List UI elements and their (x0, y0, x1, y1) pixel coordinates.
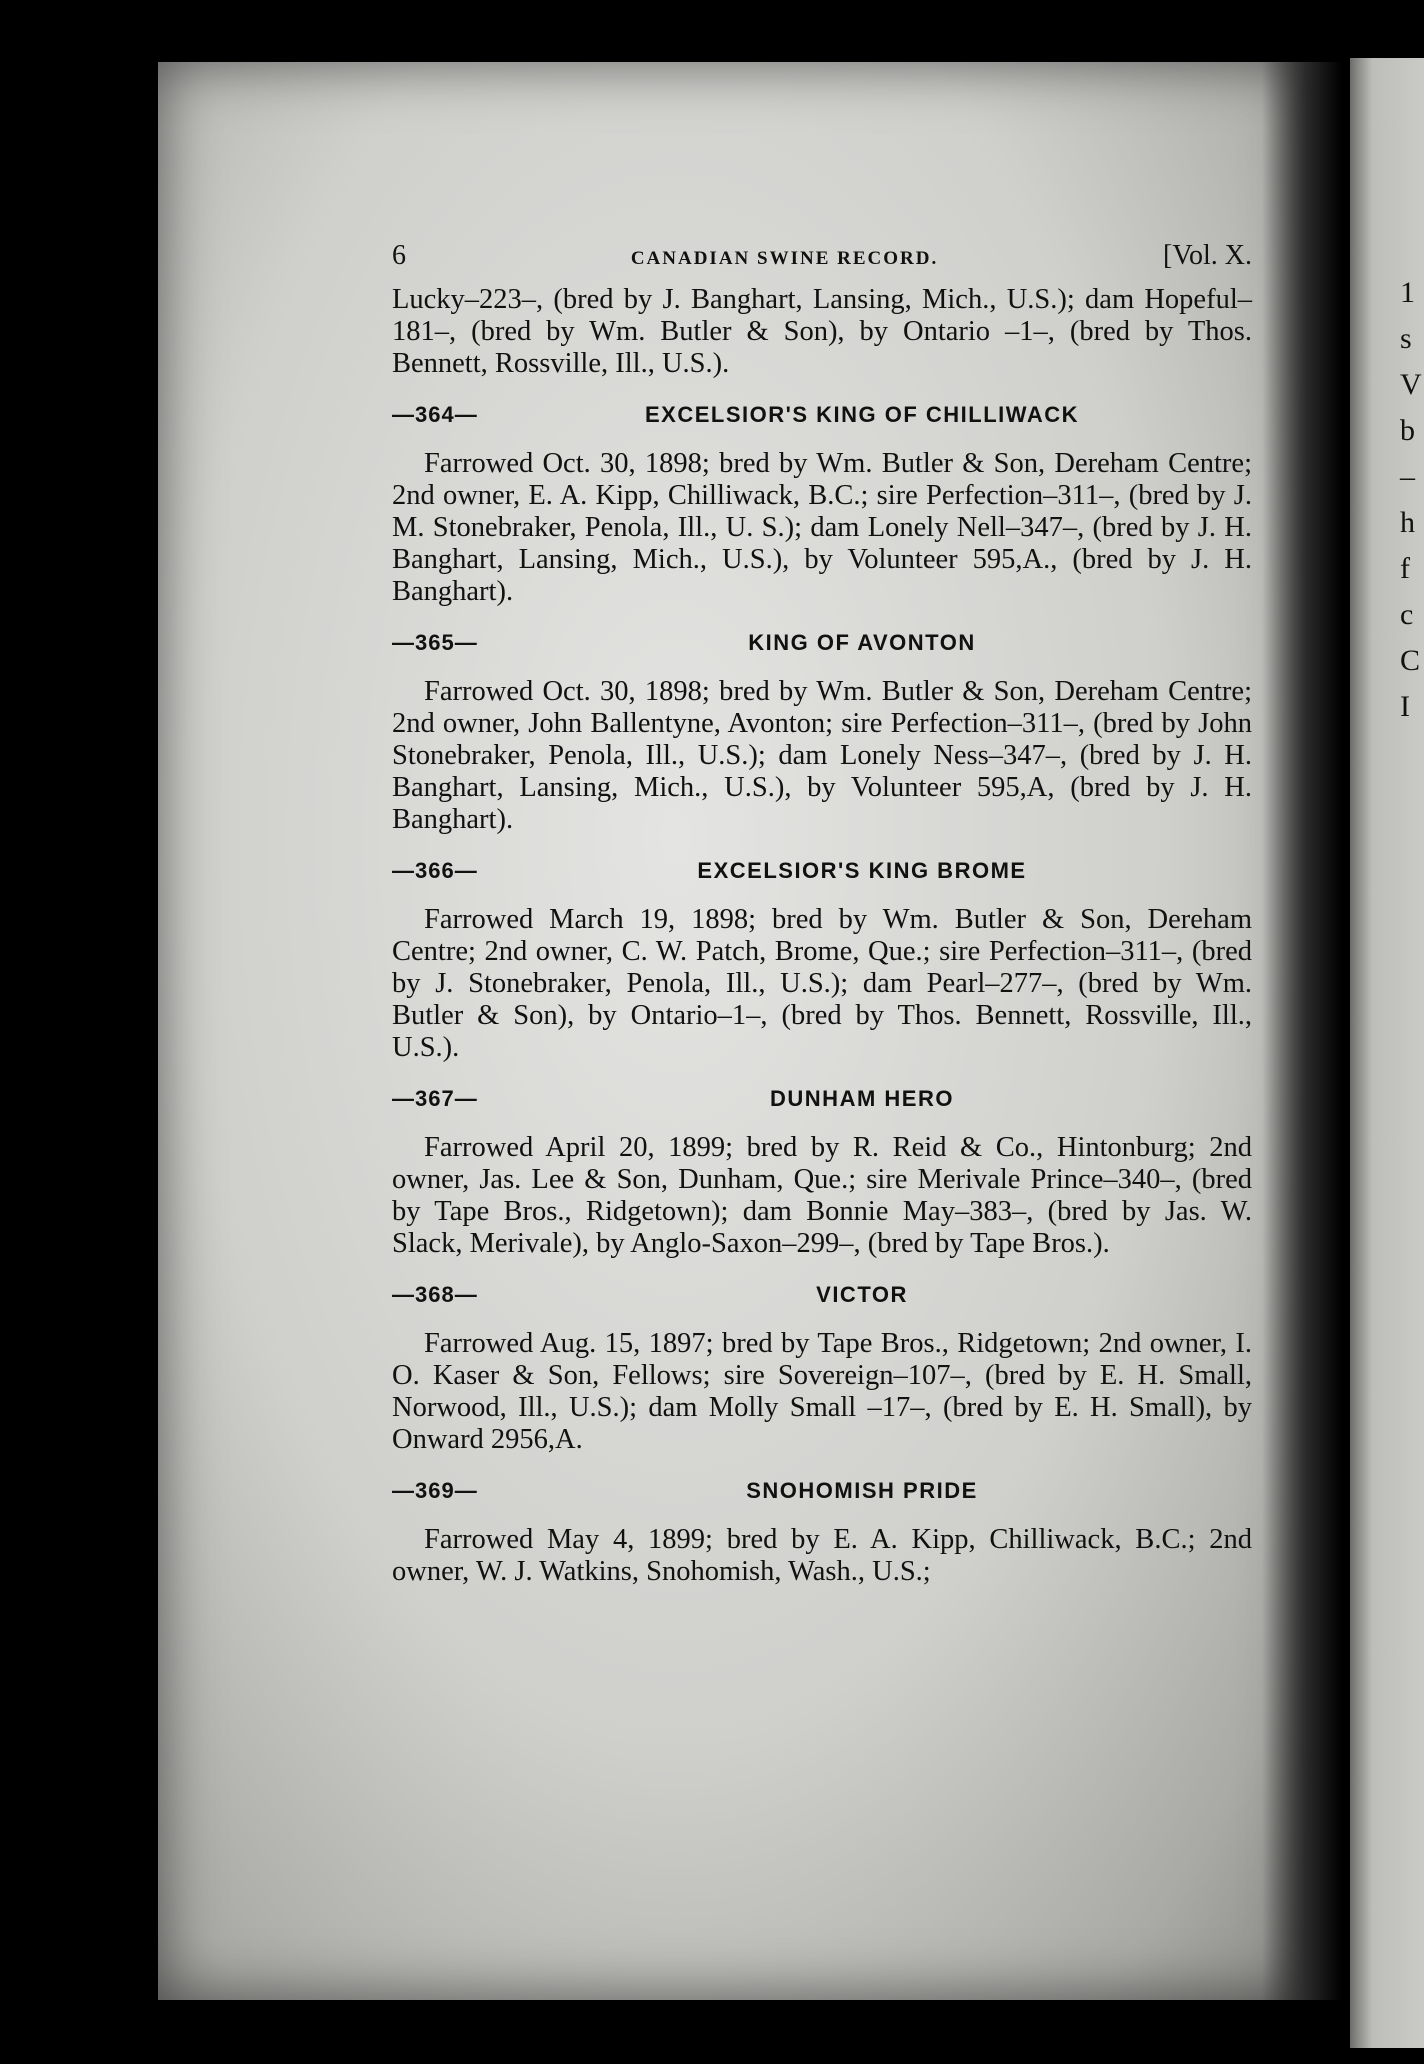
facing-glyph: c (1400, 598, 1414, 631)
entry-name: EXCELSIOR'S KING OF CHILLIWACK (644, 402, 1080, 427)
entry-text: Farrowed May 4, 1899; bred by E. A. Kipp, Chilliwack, B.C.; 2nd owner, W. J. Watkins, Snohomish, Wash., U.S.; (392, 1524, 1252, 1587)
entry-name: EXCELSIOR'S KING BROME (697, 858, 1027, 883)
entry-heading (392, 1082, 1252, 1122)
entry-365 (392, 626, 1252, 836)
entry-text: Farrowed March 19, 1898; bred by Wm. Butler & Son, Dereham Centre; 2nd owner, C. W. Patch, Brome, Que.; sire Perfection–311–, (bred by J. Stonebraker, Penola, Ill., U.S.); dam Pearl–277–, (bred by Wm. Butler & Son), by Ontario–1–, (bred by Thos. Bennett, Rossville, Ill., U.S.). (392, 904, 1252, 1063)
entry-name: DUNHAM HERO (770, 1086, 954, 1111)
entry-366 (392, 854, 1252, 1064)
facing-glyph: C (1400, 644, 1421, 677)
entry-368 (392, 1278, 1252, 1456)
facing-glyph: b (1400, 414, 1415, 447)
entry-name: KING OF AVONTON (748, 630, 976, 655)
running-header (392, 240, 1252, 284)
entry-number: —366— (392, 858, 478, 883)
entry-heading (392, 398, 1252, 438)
continuation-paragraph: Lucky–223–, (bred by J. Banghart, Lansing, Mich., U.S.); dam Hopeful–181–, (bred by Wm. Butler & Son), by Ontario –1–, (bred by Thos. Bennett, Rossville, Ill., U.S.). (392, 284, 1252, 379)
entry-367 (392, 1082, 1252, 1260)
facing-glyph: 1 (1400, 276, 1415, 309)
entry-369 (392, 1474, 1252, 1588)
facing-glyph: f (1400, 552, 1410, 585)
entry-364 (392, 398, 1252, 608)
entry-number: —365— (392, 630, 478, 655)
entry-text: Farrowed April 20, 1899; bred by R. Reid & Co., Hintonburg; 2nd owner, Jas. Lee & Son, Dunham, Que.; sire Merivale Prince–340–, (bred by Tape Bros., Ridgetown); dam Bonnie May–383–, (bred by Jas. W. Slack, Merivale), by Anglo-Saxon–299–, (bred by Tape Bros.). (392, 1132, 1252, 1259)
facing-glyph: – (1400, 460, 1415, 493)
entry-text: Farrowed Aug. 15, 1897; bred by Tape Bros., Ridgetown; 2nd owner, I. O. Kaser & Son, Fellows; sire Sovereign–107–, (bred by E. H. Small, Norwood, Ill., U.S.); dam Molly Small –17–, (bred by E. H. Small), by Onward 2956,A. (392, 1328, 1252, 1455)
entry-heading (392, 1474, 1252, 1514)
entry-name: SNOHOMISH PRIDE (746, 1478, 978, 1503)
page-gutter (1262, 62, 1342, 2000)
facing-page-text (1400, 270, 1424, 730)
page-text (392, 240, 1252, 1588)
running-title: CANADIAN SWINE RECORD. (630, 248, 939, 269)
entry-text: Farrowed Oct. 30, 1898; bred by Wm. Butler & Son, Dereham Centre; 2nd owner, John Ballentyne, Avonton; sire Perfection–311–, (bred by John Stonebraker, Penola, Ill., U.S.); dam Lonely Ness–347–, (bred by J. H. Banghart, Lansing, Mich., U.S.), by Volunteer 595,A, (bred by J. H. Banghart). (392, 676, 1252, 835)
entry-number: —369— (392, 1478, 478, 1503)
entry-heading (392, 854, 1252, 894)
facing-glyph: h (1400, 506, 1415, 539)
page-number: 6 (392, 240, 406, 271)
entry-number: —368— (392, 1282, 478, 1307)
facing-glyph: I (1400, 690, 1410, 723)
entry-number: —364— (392, 402, 478, 427)
entry-heading (392, 1278, 1252, 1318)
entry-heading (392, 626, 1252, 666)
entry-text: Farrowed Oct. 30, 1898; bred by Wm. Butler & Son, Dereham Centre; 2nd owner, E. A. Kipp, Chilliwack, B.C.; sire Perfection–311–, (bred by J. M. Stonebraker, Penola, Ill., U. S.); dam Lonely Nell–347–, (bred by J. H. Banghart, Lansing, Mich., U.S.), by Volunteer 595,A., (bred by J. H. Banghart). (392, 448, 1252, 607)
entry-name: VICTOR (816, 1282, 908, 1307)
facing-glyph: V (1400, 368, 1422, 401)
entry-number: —367— (392, 1086, 478, 1111)
volume-label: [Vol. X. (1163, 240, 1252, 271)
facing-glyph: s (1400, 322, 1412, 355)
